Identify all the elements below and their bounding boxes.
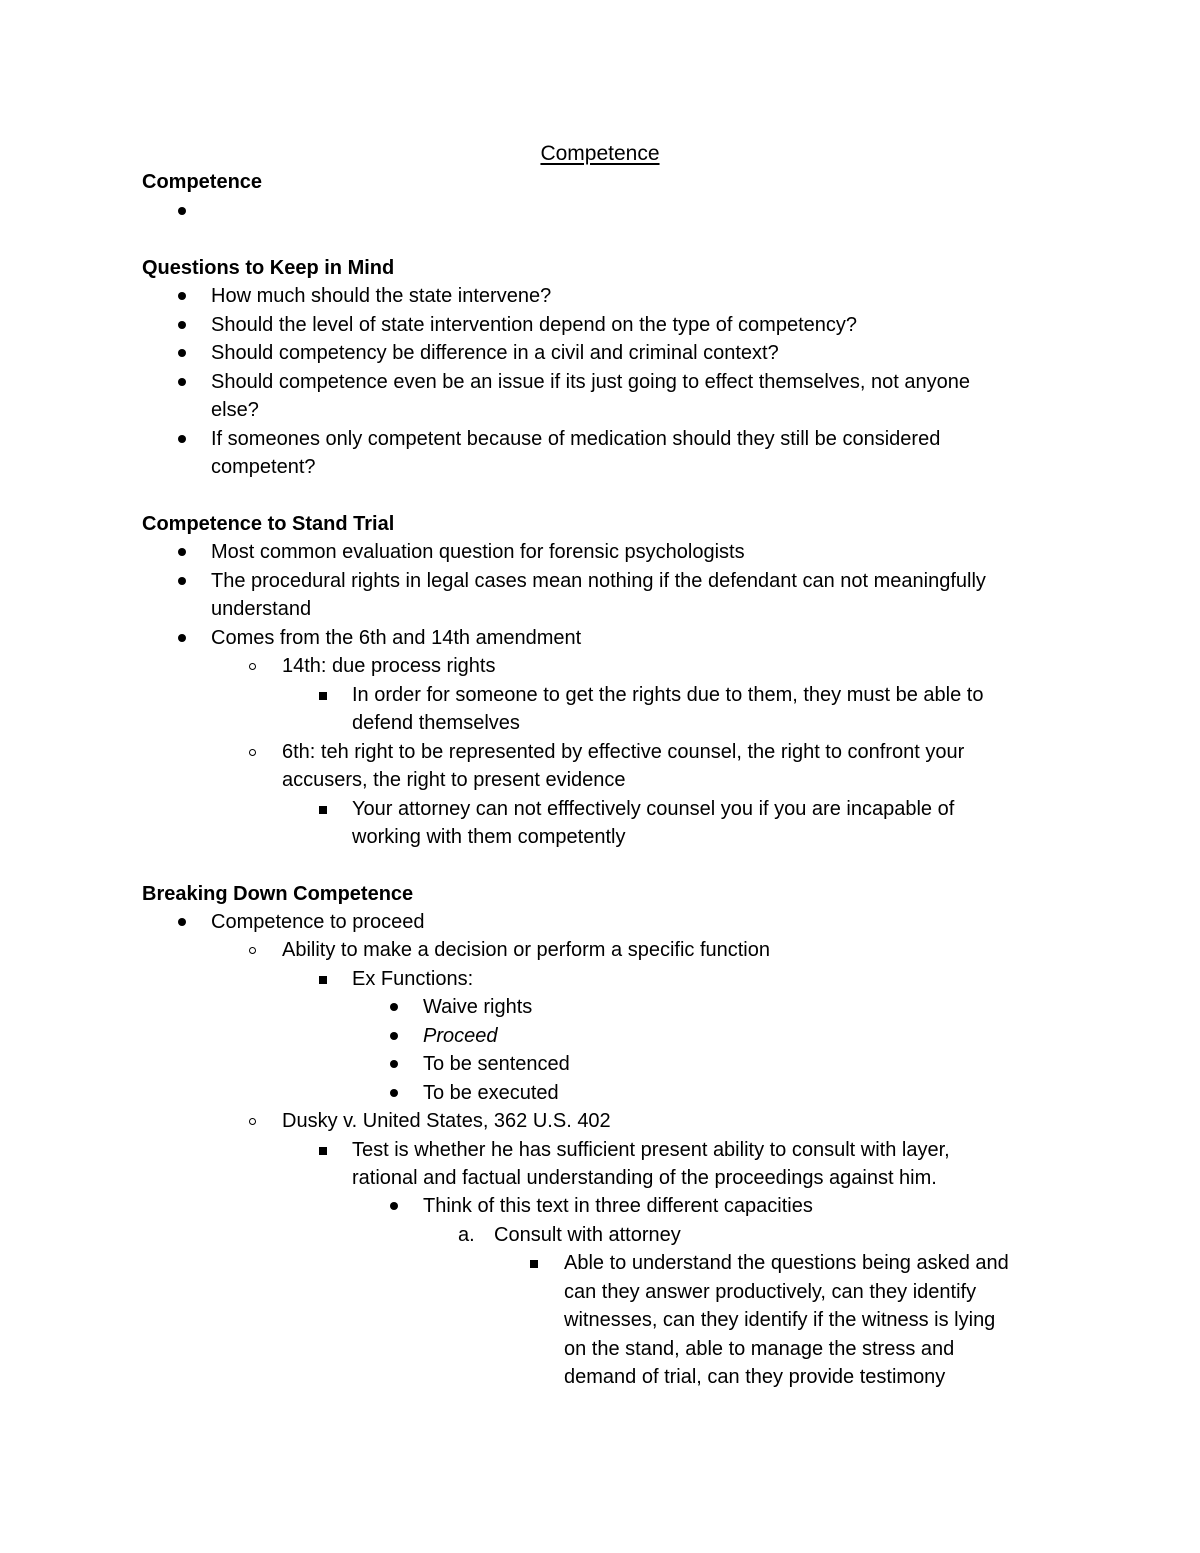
list-item-text: How much should the state intervene? [211, 285, 552, 307]
list-item-continuation: defend themselves [352, 712, 520, 734]
list-item-text: Dusky v. United States, 362 U.S. 402 [282, 1110, 611, 1132]
list-item-text: 14th: due process rights [282, 655, 496, 677]
list-item-continuation: competent? [211, 456, 316, 478]
list-item-continuation: can they answer productively, can they identify [564, 1281, 977, 1303]
list-item-text: Should the level of state intervention depend on the type of competency? [211, 314, 857, 336]
bullet-dot-icon [178, 321, 186, 329]
bullet-dot-icon [178, 207, 186, 215]
heading-breaking-down: Breaking Down Competence [142, 883, 414, 905]
list-item-continuation: accusers, the right to present evidence [282, 769, 626, 791]
bullet-ring-icon [249, 947, 256, 954]
bullet-dot-icon [178, 548, 186, 556]
heading-questions: Questions to Keep in Mind [142, 257, 395, 279]
list-item-text: 6th: teh right to be represented by effective counsel, the right to confront your [282, 741, 965, 763]
bullet-dot-icon [178, 634, 186, 642]
bullet-square-icon [319, 976, 327, 984]
list-item-text: Think of this text in three different capacities [423, 1195, 813, 1217]
bullet-dot-icon [390, 1003, 398, 1011]
list-item-text: The procedural rights in legal cases mean nothing if the defendant can not meaningfully [211, 570, 986, 592]
bullet-square-icon [319, 806, 327, 814]
list-item-text: Able to understand the questions being asked and [564, 1252, 1009, 1274]
bullet-dot-icon [178, 292, 186, 300]
bullet-dot-icon [390, 1060, 398, 1068]
heading-stand-trial: Competence to Stand Trial [142, 513, 395, 535]
bullet-square-icon [530, 1260, 538, 1268]
list-item-continuation: working with them competently [352, 826, 626, 848]
list-item-text: Most common evaluation question for forensic psychologists [211, 541, 745, 563]
bullet-dot-icon [390, 1089, 398, 1097]
list-item-continuation: understand [211, 598, 312, 620]
list-item-continuation: else? [211, 399, 259, 421]
bullet-square-icon [319, 692, 327, 700]
bullet-dot-icon [178, 918, 186, 926]
bullet-dot-icon [178, 577, 186, 585]
list-item-text: Proceed [423, 1025, 498, 1047]
bullet-ring-icon [249, 1118, 256, 1125]
list-item-text: Consult with attorney [494, 1224, 681, 1246]
list-item-continuation: demand of trial, can they provide testimony [564, 1366, 946, 1388]
bullet-dot-icon [178, 378, 186, 386]
list-item-continuation: on the stand, able to manage the stress and [564, 1338, 955, 1360]
bullet-ring-icon [249, 749, 256, 756]
list-item-text: To be executed [423, 1082, 559, 1104]
list-item-text: Competence to proceed [211, 911, 425, 933]
bullet-dot-icon [178, 435, 186, 443]
list-item-text: Should competence even be an issue if its just going to effect themselves, not anyone [211, 371, 970, 393]
bullet-dot-icon [390, 1202, 398, 1210]
list-item-text: To be sentenced [423, 1053, 570, 1075]
alpha-marker: a. [458, 1224, 475, 1246]
bullet-dot-icon [390, 1032, 398, 1040]
list-item-text: Comes from the 6th and 14th amendment [211, 627, 582, 649]
list-item-text: Ability to make a decision or perform a specific function [282, 939, 770, 961]
bullet-ring-icon [249, 663, 256, 670]
list-item-text: Your attorney can not efffectively counsel you if you are incapable of [352, 798, 955, 820]
list-item-text: Waive rights [423, 996, 533, 1018]
list-item-text: Should competency be difference in a civil and criminal context? [211, 342, 779, 364]
document-title: Competence [540, 142, 660, 165]
list-item-text: If someones only competent because of medication should they still be considered [211, 428, 941, 450]
list-item-continuation: rational and factual understanding of the proceedings against him. [352, 1167, 937, 1189]
bullet-dot-icon [178, 349, 186, 357]
list-item-text: Ex Functions: [352, 968, 474, 990]
list-item-text: Test is whether he has sufficient present ability to consult with layer, [352, 1139, 950, 1161]
list-item-text: In order for someone to get the rights due to them, they must be able to [352, 684, 984, 706]
list-item-continuation: witnesses, can they identify if the witness is lying [564, 1309, 996, 1331]
bullet-square-icon [319, 1147, 327, 1155]
heading-competence: Competence [142, 171, 263, 193]
